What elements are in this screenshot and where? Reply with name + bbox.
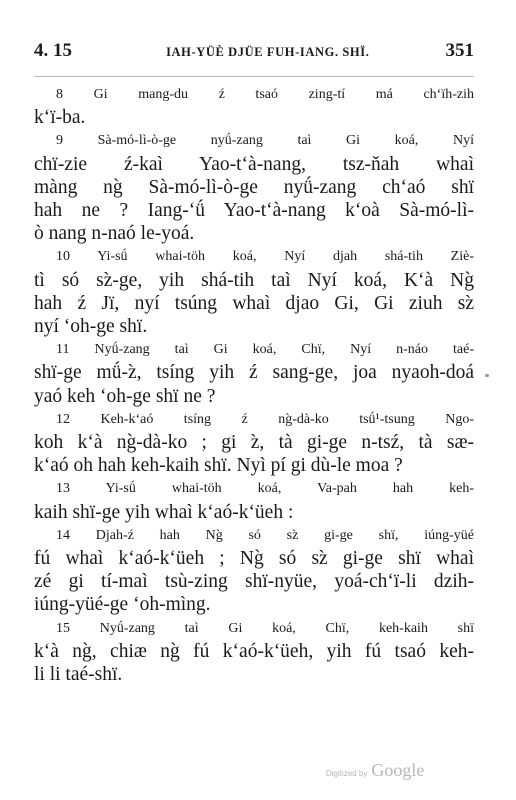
verse-line: 10 Yi-sǘ whai-töh koá, Nyí djah shá-tih Ziè- [56,249,474,265]
digitized-by-text: Digitized by [326,769,368,778]
verse-paragraph [34,408,474,478]
running-header [34,40,474,77]
verse-line: fú whaì k‘aó-k‘üeh ; Ng̀ só sz̀ gi-ge shï whaì [34,548,474,570]
page-number: 351 [445,40,474,61]
google-logo-text: Google [371,760,425,780]
running-title: IAH-YÜÈ DJÜE FUH-IANG. SHÏ. [166,45,370,59]
verse-line: shï-ge mǘ-z̀, tsíng yih ź sang-ge, joa nyaoh-doá [34,362,474,384]
verse-paragraph [34,245,474,338]
verse-line: nyí ‘oh-ge shï. [34,316,148,338]
verse-paragraph [34,477,474,523]
verse-line: k‘à ng̀, chiæ ng̀ fú k‘aó-k‘üeh, yih fú tsaó keh- [34,640,474,662]
verse-line: hah ne ? Iang-‘ǘ Yao-t‘à-nang k‘oà Sà-mó-lì- [34,200,474,222]
book-page [34,40,474,686]
verse-paragraph [34,524,474,617]
verse-line: k‘ï-ba. [34,107,86,129]
verse-line: 15 Nyǘ-zang taì Gi koá, Chï, keh-kaih shï [56,620,474,636]
chapter-verse-ref: 4. 15 [34,40,72,61]
verse-line: 11 Nyǘ-zang taì Gi koá, Chï, Nyí n-náo taé- [56,342,474,358]
verse-line: chï-zie ź-kaì Yao-t‘à-nang, tsz-ňah whaì [34,153,474,175]
verse-line: hah ź Jï, nyí tsúng whaì djao Gi, Gi ziuh sz̀ [34,292,474,314]
verse-list [34,83,474,686]
verse-line: iúng-yüé-ge ‘oh-mìng. [34,594,211,616]
verse-line: li li taé-shï. [34,664,123,686]
margin-mark [485,374,489,377]
verse-line: 14 Djah-ź hah Ng̀ só sz̀ gi-ge shï, iúng-yüé [56,527,474,543]
verse-line: koh k‘à ng̀-dà-ko ; gi z̀, tà gi-ge n-tsź, tà sæ- [34,432,474,454]
verse-paragraph [34,617,474,687]
verse-line: 8 Gi mang-du ź tsaó zing-tí má ch‘ïh-zih [56,87,474,102]
verse-line: kaih shï-ge yih whaì k‘aó-k‘üeh : [34,501,294,523]
verse-line: 13 Yi-sǘ whai-töh koá, Va-pah hah keh- [56,481,474,497]
verse-line: ò nang n-naó le-yoá. [34,223,195,245]
verse-line: màng ng̀ Sà-mó-lì-ò-ge nyǘ-zang ch‘aó shï [34,176,474,198]
verse-line: zé gi tí-maì tsù-zing shï-nyüe, yoá-ch‘ï-li dzih- [34,571,474,593]
verse-paragraph [34,338,474,408]
verse-line: yaó keh ‘oh-ge shï ne ? [34,385,216,407]
verse-line: tì só sz̀-ge, yih shá-tih taì Nyí koá, K‘à Ng̀ [34,269,474,291]
verse-line: k‘aó oh hah keh-kaih shï. Nyì pí gi dù-le moa ? [34,455,403,477]
verse-paragraph [34,83,474,129]
digitization-watermark [326,760,424,781]
verse-line: 12 Keh-k‘aó tsíng ź ng̀-dà-ko tsǘ¹-tsung Ngo- [56,411,474,427]
verse-paragraph [34,129,474,245]
verse-line: 9 Sà-mó-lì-ò-ge nyǘ-zang taì Gi koá, Nyí [56,133,474,149]
